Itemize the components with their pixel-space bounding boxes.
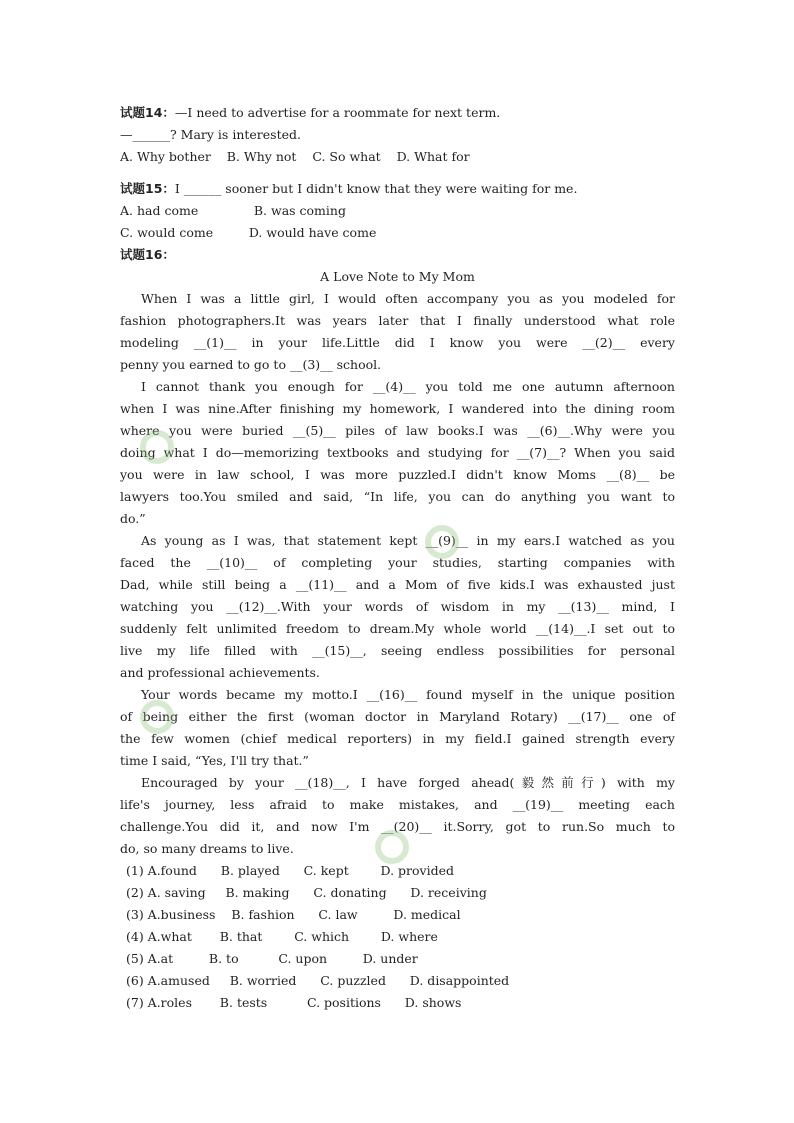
choice-row: (4) A.what B. that C. which D. where bbox=[126, 929, 438, 944]
q14-stem-line bbox=[120, 102, 675, 124]
passage-line: fashion photographers.It was years later that I finally understood what role bbox=[120, 313, 675, 328]
q14-options: A. Why bother B. Why not C. So what D. What for bbox=[120, 149, 470, 164]
passage-line: time I said, “Yes, I'll try that.” bbox=[120, 753, 309, 768]
q14-label: 试题14： bbox=[120, 105, 175, 120]
passage-line: lawyers too.You smiled and said, “In life, you can do anything you want to bbox=[120, 489, 675, 504]
passage-line: of being either the first (woman doctor in Maryland Rotary) __(17)__ one of bbox=[120, 709, 675, 724]
passage-line: watching you __(12)__.With your words of wisdom in my __(13)__ mind, I bbox=[120, 599, 675, 614]
passage-line: penny you earned to go to __(3)__ school. bbox=[120, 357, 382, 372]
q16-label: 试题16： bbox=[120, 247, 175, 262]
passage-line: As young as I was, that statement kept __(9)__ in my ears.I watched as you bbox=[141, 533, 675, 548]
passage-line: challenge.You did it, and now I'm __(20)__ it.Sorry, got to run.So much to bbox=[120, 819, 675, 834]
q15-options-1: A. had come B. was coming bbox=[120, 203, 346, 218]
q16-label-line bbox=[120, 244, 675, 266]
passage-line: modeling __(1)__ in your life.Little did I know you were __(2)__ every bbox=[120, 335, 675, 350]
q15-label: 试题15： bbox=[120, 181, 175, 196]
passage-line: doing what I do—memorizing textbooks and studying for __(7)__? When you said bbox=[120, 445, 675, 460]
passage-line: the few women (chief medical reporters) in my field.I gained strength every bbox=[120, 731, 675, 746]
choice-row: (7) A.roles B. tests C. positions D. shows bbox=[126, 995, 462, 1010]
passage-line: do.” bbox=[120, 511, 146, 526]
q15-stem: I ______ sooner but I didn't know that they were waiting for me. bbox=[174, 181, 578, 196]
choice-row: (6) A.amused B. worried C. puzzled D. disappointed bbox=[126, 973, 510, 988]
passage-line: where you were buried __(5)__ piles of law books.I was __(6)__.Why were you bbox=[120, 423, 675, 438]
passage-line: Encouraged by your __(18)__, I have forged ahead(毅然前行) with my bbox=[141, 775, 675, 790]
passage-line: I cannot thank you enough for __(4)__ you told me one autumn afternoon bbox=[141, 379, 675, 394]
passage-line: when I was nine.After finishing my homework, I wandered into the dining room bbox=[120, 401, 675, 416]
passage-line: live my life filled with __(15)__, seeing endless possibilities for personal bbox=[120, 643, 675, 658]
q15-options-2: C. would come D. would have come bbox=[120, 225, 377, 240]
passage-line: life's journey, less afraid to make mistakes, and __(19)__ meeting each bbox=[120, 797, 675, 812]
passage-line: do, so many dreams to live. bbox=[120, 841, 294, 856]
passage-line: you were in law school, I was more puzzled.I didn't know Moms __(8)__ be bbox=[120, 467, 675, 482]
passage-line: faced the __(10)__ of completing your studies, starting companies with bbox=[120, 555, 675, 570]
q14-stem: —I need to advertise for a roommate for next term. bbox=[174, 105, 501, 120]
passage-line: Dad, while still being a __(11)__ and a Mom of five kids.I was exhausted just bbox=[120, 577, 675, 592]
passage-line: suddenly felt unlimited freedom to dream.My whole world __(14)__.I set out to bbox=[120, 621, 675, 636]
passage-line: Your words became my motto.I __(16)__ found myself in the unique position bbox=[141, 687, 675, 702]
passage-line: When I was a little girl, I would often accompany you as you modeled for bbox=[141, 291, 675, 306]
choice-row: (5) A.at B. to C. upon D. under bbox=[126, 951, 418, 966]
passage-title: A Love Note to My Mom bbox=[320, 269, 475, 284]
choice-row: (2) A. saving B. making C. donating D. receiving bbox=[126, 885, 487, 900]
choice-row: (1) A.found B. played C. kept D. provided bbox=[126, 863, 454, 878]
choice-row: (3) A.business B. fashion C. law D. medical bbox=[126, 907, 461, 922]
q15-stem-line bbox=[120, 178, 675, 200]
passage-line: and professional achievements. bbox=[120, 665, 320, 680]
q14-reply: —______? Mary is interested. bbox=[120, 127, 301, 142]
